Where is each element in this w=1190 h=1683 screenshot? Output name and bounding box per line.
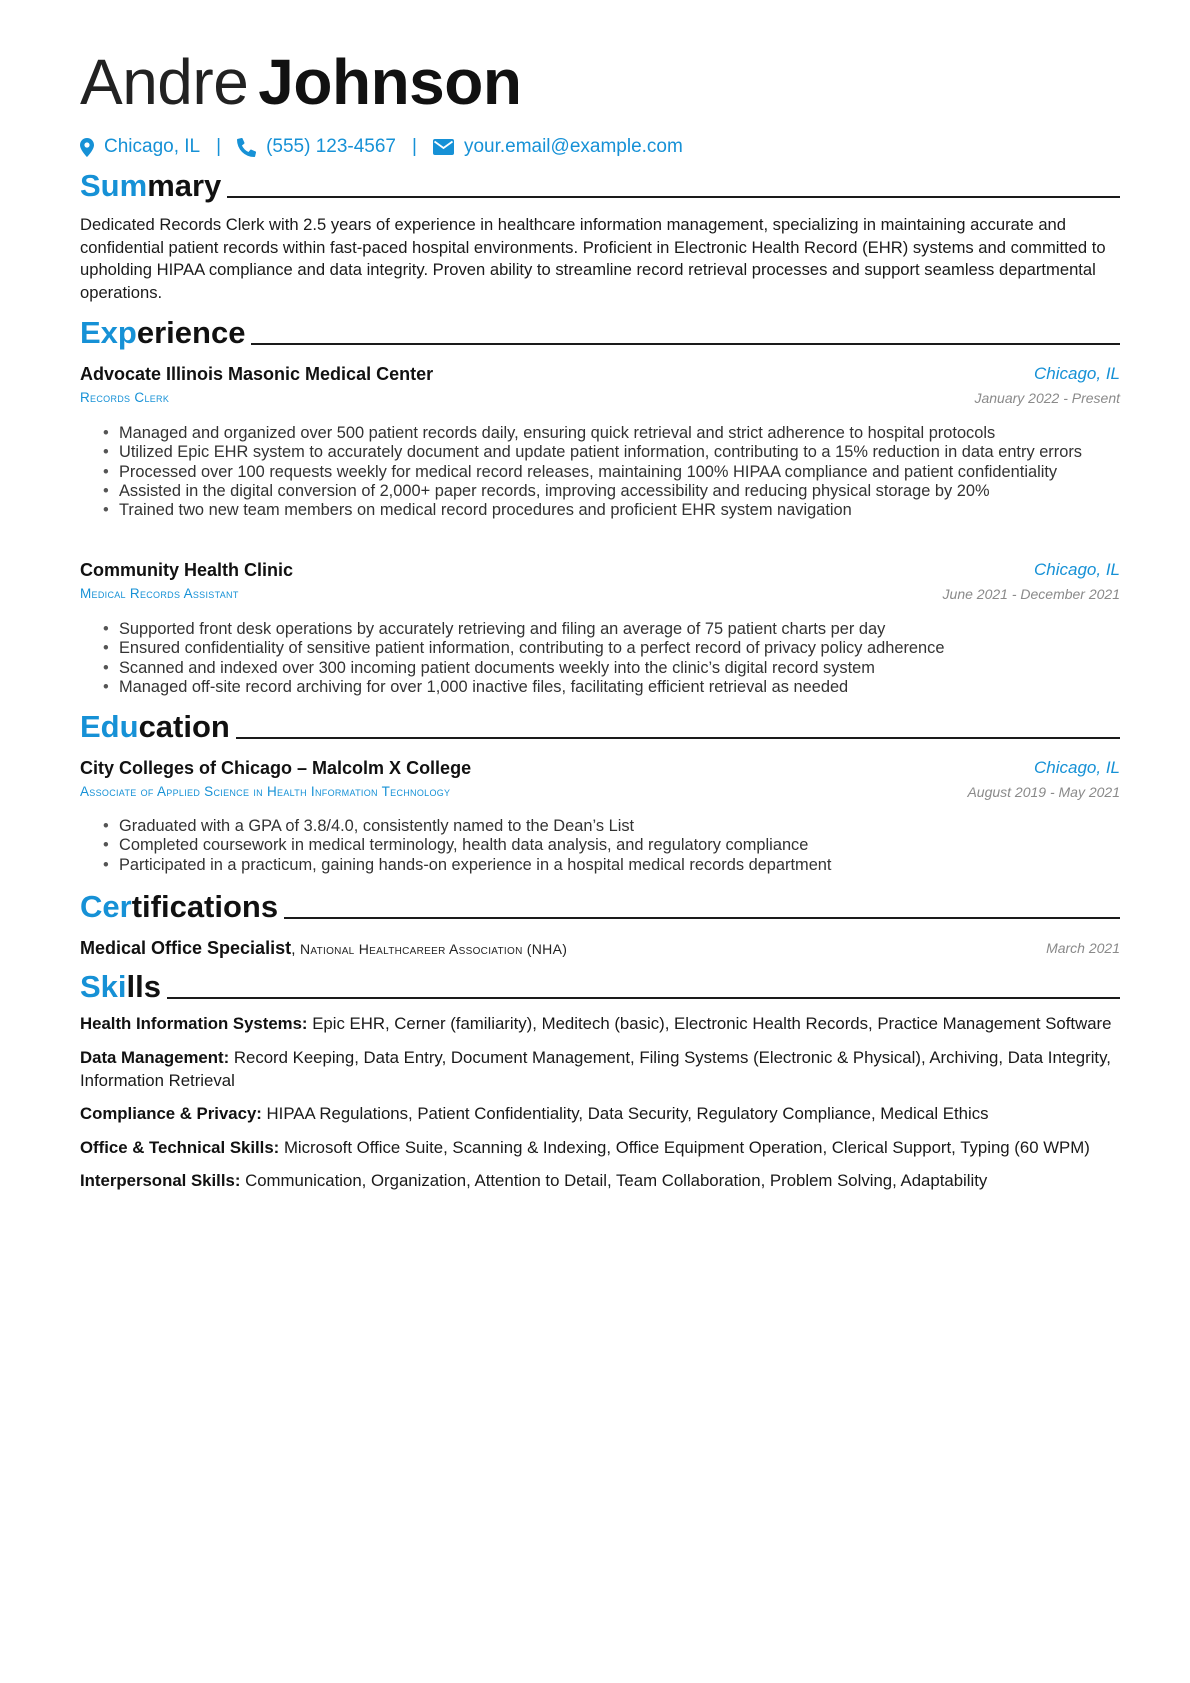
job-bullets bbox=[80, 424, 1120, 520]
section-title-skills: Skills bbox=[80, 966, 1120, 1006]
job-dates: June 2021 - December 2021 bbox=[942, 586, 1120, 602]
last-name: Johnson bbox=[258, 46, 522, 118]
certification-date: March 2021 bbox=[1046, 940, 1120, 956]
skill-values: Communication, Organization, Attention to Detail, Team Collaboration, Problem Solving, Adaptability bbox=[245, 1171, 988, 1190]
section-title-experience: Experience bbox=[80, 312, 1120, 352]
section-rule bbox=[167, 997, 1120, 999]
job-subheader bbox=[80, 586, 1120, 606]
certification-issuer: National Healthcareer Association (NHA) bbox=[299, 941, 568, 957]
list-item: • Managed and organized over 500 patient records daily, ensuring quick retrieval and strict adherence to hospital protocols bbox=[80, 424, 1120, 443]
list-item: • Graduated with a GPA of 3.8/4.0, consistently named to the Dean’s List bbox=[80, 817, 1120, 836]
skill-category: Compliance & Privacy: bbox=[80, 1104, 262, 1123]
section-title-summary: Summary bbox=[80, 165, 1120, 205]
skill-values: Microsoft Office Suite, Scanning & Indexing, Office Equipment Operation, Clerical Support, Typing (60 WPM) bbox=[283, 1138, 1090, 1157]
skill-row bbox=[80, 1170, 1120, 1193]
first-name: Andre bbox=[80, 46, 249, 118]
envelope-icon bbox=[433, 139, 454, 155]
email-link: your.email@example.com bbox=[463, 136, 683, 157]
contact-location bbox=[80, 136, 200, 158]
list-item: • Supported front desk operations by accurately retrieving and filing an average of 75 patient charts per day bbox=[80, 620, 1120, 639]
job-dates: January 2022 - Present bbox=[974, 390, 1120, 406]
skill-values: HIPAA Regulations, Patient Confidentiality, Data Security, Regulatory Compliance, Medical Ethics bbox=[266, 1104, 989, 1123]
section-rule bbox=[284, 917, 1120, 919]
job-header bbox=[80, 560, 1120, 584]
list-item: • Processed over 100 requests weekly for medical record releases, maintaining 100% HIPAA compliance and patient confidentiality bbox=[80, 463, 1120, 482]
job-title: Records Clerk bbox=[80, 390, 170, 405]
phone-icon bbox=[237, 138, 256, 157]
job-location: Chicago, IL bbox=[1034, 364, 1120, 383]
education-dates: August 2019 - May 2021 bbox=[967, 784, 1120, 800]
section-title-education: Education bbox=[80, 706, 1120, 746]
summary-text: Dedicated Records Clerk with 2.5 years of experience in healthcare information management, specializing in maintaining accurate and confidential patient records within fast-paced hospital environments. Proficient in Electronic Health Record (EHR) systems and committed to upholding HIPAA compliance and data integrity. Proven ability to streamline record retrieval processes and support seamless departmental operations. bbox=[80, 215, 1106, 302]
section-rule bbox=[227, 196, 1120, 198]
phone-text: (555) 123-4567 bbox=[266, 136, 396, 157]
skill-category: Office & Technical Skills: bbox=[80, 1138, 280, 1157]
list-item: • Ensured confidentiality of sensitive patient information, contributing to a perfect record of privacy policy adherence bbox=[80, 639, 1120, 658]
school-name: City Colleges of Chicago – Malcolm X College bbox=[80, 758, 472, 778]
employer-name: Community Health Clinic bbox=[80, 560, 294, 580]
candidate-name bbox=[80, 42, 521, 122]
job-header bbox=[80, 364, 1120, 388]
degree-title: Associate of Applied Science in Health Information Technology bbox=[80, 784, 451, 799]
list-item: • Utilized Epic EHR system to accurately document and update patient information, contributing to a 15% reduction in data entry errors bbox=[80, 443, 1120, 462]
section-rule bbox=[236, 737, 1120, 739]
list-item: • Managed off-site record archiving for over 1,000 inactive files, facilitating efficient retrieval as needed bbox=[80, 678, 1120, 697]
job-subheader bbox=[80, 390, 1120, 410]
certification-name: Medical Office Specialist bbox=[80, 938, 292, 958]
list-item: • Participated in a practicum, gaining hands-on experience in a hospital medical records department bbox=[80, 856, 1120, 875]
school-location: Chicago, IL bbox=[1034, 758, 1120, 777]
job-location: Chicago, IL bbox=[1034, 560, 1120, 579]
list-item: • Assisted in the digital conversion of 2,000+ paper records, improving accessibility and reducing physical storage by 20% bbox=[80, 482, 1120, 501]
section-rule bbox=[251, 343, 1120, 345]
skill-row bbox=[80, 1103, 1120, 1126]
skill-values: Record Keeping, Data Entry, Document Management, Filing Systems (Electronic & Physical), Archiving, Data Integrity, Information Retrieval bbox=[80, 1048, 1111, 1090]
education-bullets bbox=[80, 817, 1120, 875]
contact-email[interactable] bbox=[433, 136, 683, 158]
section-title-certifications: Certifications bbox=[80, 886, 1120, 926]
education-header bbox=[80, 758, 1120, 782]
map-pin-icon bbox=[80, 138, 94, 157]
skill-category: Data Management: bbox=[80, 1048, 230, 1067]
job-bullets bbox=[80, 620, 1120, 697]
contact-separator: | bbox=[216, 136, 222, 157]
contact-separator: | bbox=[412, 136, 417, 157]
skill-category: Interpersonal Skills: bbox=[80, 1171, 241, 1190]
job-title: Medical Records Assistant bbox=[80, 586, 239, 601]
skill-row bbox=[80, 1013, 1120, 1036]
employer-name: Advocate Illinois Masonic Medical Center bbox=[80, 364, 434, 384]
skill-category: Health Information Systems: bbox=[80, 1014, 308, 1033]
list-item: • Trained two new team members on medical record procedures and proficient EHR system navigation bbox=[80, 501, 1120, 520]
education-subheader bbox=[80, 784, 1120, 804]
skill-values: Epic EHR, Cerner (familiarity), Meditech (basic), Electronic Health Records, Practice Management Software bbox=[312, 1014, 1112, 1033]
skill-row bbox=[80, 1047, 1120, 1092]
contact-line bbox=[80, 132, 683, 162]
contact-phone[interactable] bbox=[237, 136, 396, 158]
certification-separator: , bbox=[291, 941, 296, 958]
skill-row bbox=[80, 1137, 1120, 1160]
location-text: Chicago, IL bbox=[104, 136, 201, 157]
list-item: • Completed coursework in medical terminology, health data analysis, and regulatory compliance bbox=[80, 836, 1120, 855]
certification-entry bbox=[80, 938, 1120, 962]
list-item: • Scanned and indexed over 300 incoming patient documents weekly into the clinic’s digital record system bbox=[80, 659, 1120, 678]
